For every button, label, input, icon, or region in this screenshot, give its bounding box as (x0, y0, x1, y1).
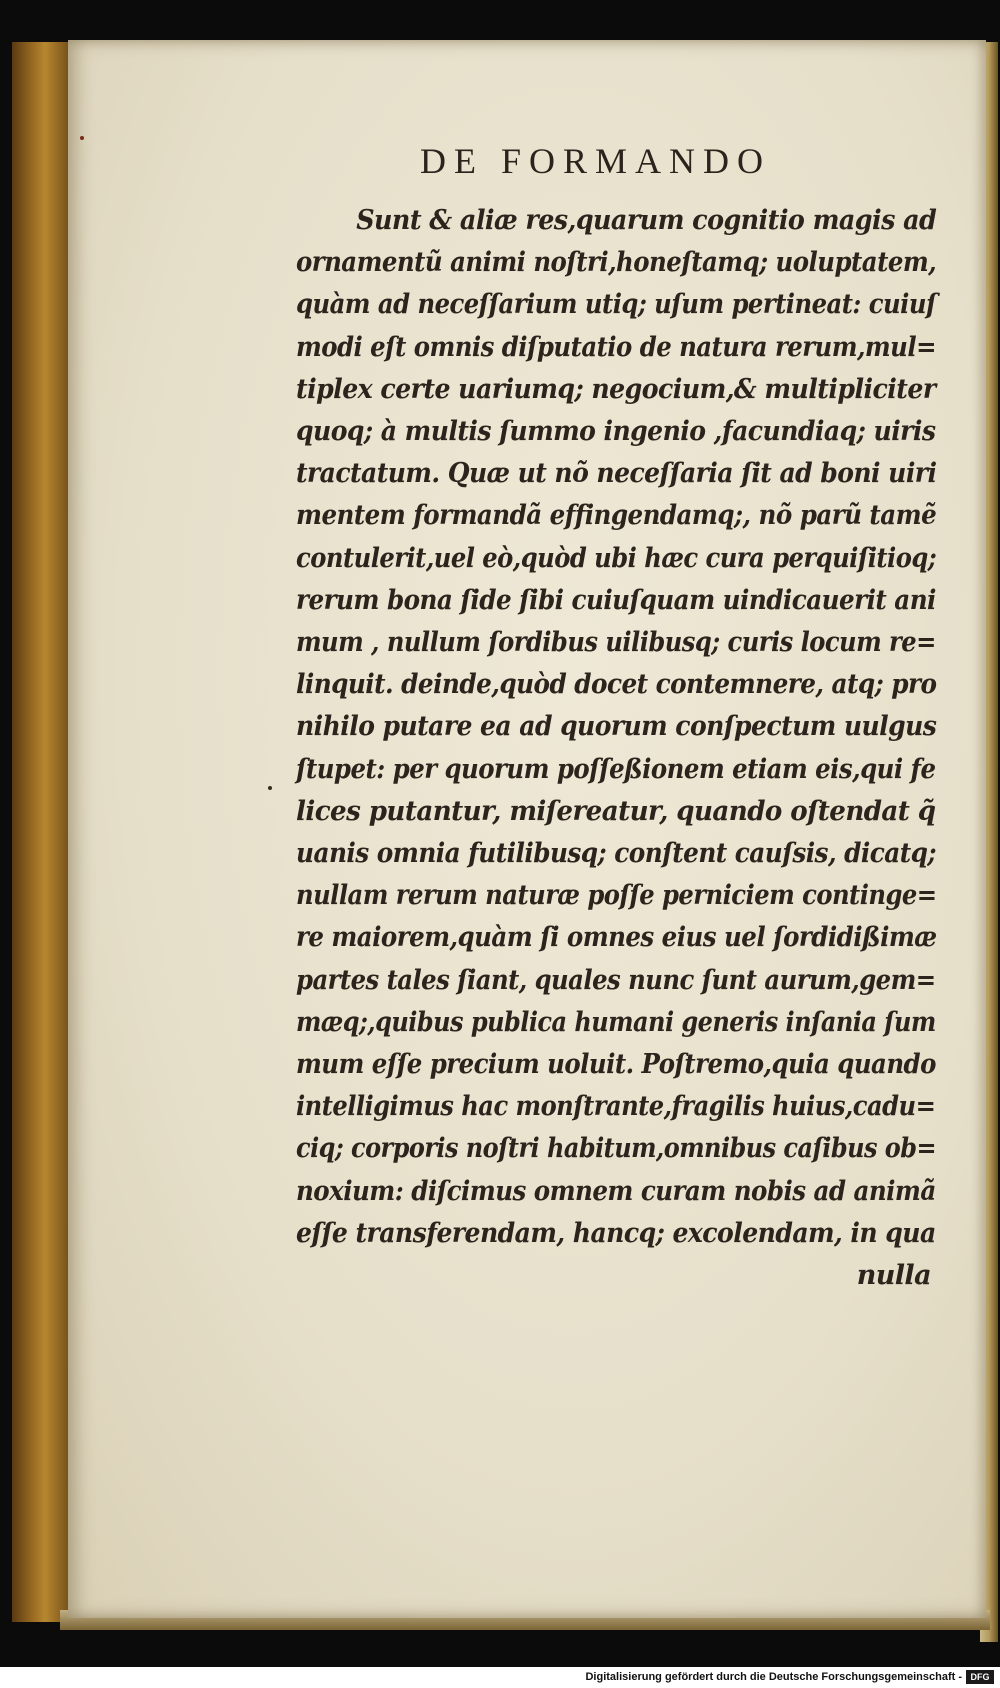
text-line: rerum bona ſide ſibi cuiuſquam uindicauerit ani (296, 584, 936, 616)
dfg-logo: DFG (966, 1670, 994, 1684)
text-line: mum , nullum ſordibus uilibusq; curis locum re= (296, 627, 936, 659)
text-line: ornamentũ animi noſtri,honeſtamq; uoluptatem, (296, 247, 937, 279)
text-line: linquit. deinde,quòd docet contemnere, atq; pro (296, 669, 937, 701)
text-line: nullam rerum naturæ poſſe perniciem continge= (296, 880, 937, 912)
catchword: nulla (856, 1260, 931, 1292)
text-line: mum eſſe precium uoluit. Poſtremo,quia quando (296, 1049, 936, 1081)
text-line: Sunt & aliæ res,quarum cognitio magis ad (356, 205, 937, 236)
text-line: contulerit,uel eò,quòd ubi hæc cura perquiſitioq; (296, 542, 937, 574)
text-line: intelligimus hac monſtrante,fragilis huius,cadu= (296, 1091, 936, 1123)
text-line: quoq; à multis ſummo ingenio ,facundiaq; uiris (296, 416, 936, 448)
text-line: partes tales ſiant, quales nunc ſunt aurum,gem= (296, 964, 936, 996)
text-line: mæq;,quibus publica humani generis inſania ſum (296, 1006, 936, 1038)
ink-spot (80, 136, 84, 140)
text-line: tractatum. Quæ ut nõ neceſſaria ſit ad boni uiri (296, 458, 937, 490)
text-line: lices putantur, miſereatur, quando oſtendat q̃ (296, 795, 936, 827)
digitization-credit: Digitalisierung gefördert durch die Deutsche Forschungsgemeinschaft - (585, 1671, 962, 1683)
text-line: quàm ad neceſſarium utiq; uſum pertineat: cuiuſ (296, 289, 936, 321)
text-line: re maiorem,quàm ſi omnes eius uel ſordidißimæ (296, 922, 937, 954)
text-line: nihilo putare ea ad quorum conſpectum uulgus (296, 711, 937, 743)
running-head: DE FORMANDO (420, 141, 772, 181)
text-line: uanis omnia futilibusq; conſtent cauſsis, dicatq; (296, 838, 936, 870)
book-binding-edge (12, 42, 72, 1622)
ink-spot (268, 786, 272, 790)
text-line: eſſe transferendam, hancq; excolendam, in qua (296, 1217, 936, 1249)
body-text (296, 200, 936, 1297)
text-line: modi eſt omnis diſputatio de natura rerum,mul= (296, 331, 936, 363)
text-line: tiplex certe uariumq; negocium,& multipliciter (296, 373, 936, 405)
text-line: mentem formandã effingendamq;, nõ parũ tamẽ (296, 500, 937, 532)
text-line: ciq; corporis noſtri habitum,omnibus caſibus ob= (296, 1133, 937, 1165)
text-line: noxium: diſcimus omnem curam nobis ad animã (296, 1175, 936, 1207)
text-line: ſtupet: per quorum poſſeßionem etiam eis,qui fe (296, 753, 936, 785)
